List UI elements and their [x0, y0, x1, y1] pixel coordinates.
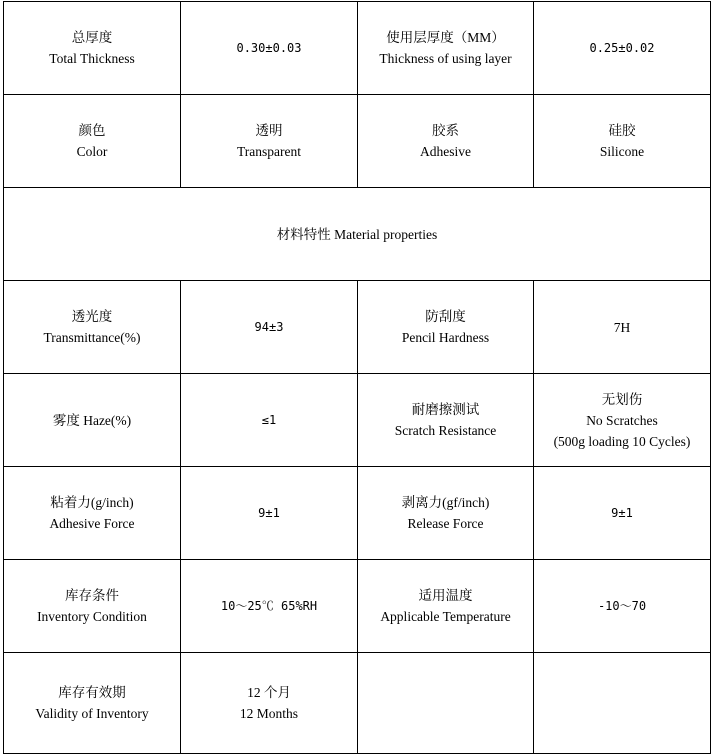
color-label: 颜色 Color: [4, 95, 181, 188]
material-properties-heading: 材料特性 Material properties: [4, 188, 711, 281]
scratch-resistance-value: 无划伤 No Scratches (500g loading 10 Cycles): [534, 374, 711, 467]
transmittance-label: 透光度 Transmittance(%): [4, 281, 181, 374]
release-force-value: 9±1: [534, 467, 711, 560]
haze-label: 雾度 Haze(%): [4, 374, 181, 467]
table-row: [4, 374, 711, 467]
applicable-temperature-label: 适用温度 Applicable Temperature: [358, 560, 534, 653]
color-value: 透明 Transparent: [181, 95, 358, 188]
inventory-validity-label: 库存有效期 Validity of Inventory: [4, 653, 181, 754]
material-spec-table: [3, 1, 711, 754]
table-row: [4, 2, 711, 95]
transmittance-value: 94±3: [181, 281, 358, 374]
table-row: [4, 467, 711, 560]
table-row: [4, 281, 711, 374]
haze-value: ≤1: [181, 374, 358, 467]
adhesive-value: 硅胶 Silicone: [534, 95, 711, 188]
pencil-hardness-label: 防刮度 Pencil Hardness: [358, 281, 534, 374]
scratch-resistance-label: 耐磨擦测试 Scratch Resistance: [358, 374, 534, 467]
section-header-row: [4, 188, 711, 281]
adhesive-label: 胶系 Adhesive: [358, 95, 534, 188]
total-thickness-value: 0.30±0.03: [181, 2, 358, 95]
table-row: [4, 653, 711, 754]
inventory-validity-value: 12 个月 12 Months: [181, 653, 358, 754]
using-layer-thickness-label: 使用层厚度（MM） Thickness of using layer: [358, 2, 534, 95]
adhesive-force-value: 9±1: [181, 467, 358, 560]
table-row: [4, 560, 711, 653]
pencil-hardness-value: 7H: [534, 281, 711, 374]
table-row: [4, 95, 711, 188]
total-thickness-label: 总厚度 Total Thickness: [4, 2, 181, 95]
empty-cell: [534, 653, 711, 754]
inventory-condition-value: 10～25℃ 65%RH: [181, 560, 358, 653]
release-force-label: 剥离力(gf/inch) Release Force: [358, 467, 534, 560]
applicable-temperature-value: -10～70: [534, 560, 711, 653]
adhesive-force-label: 粘着力(g/inch) Adhesive Force: [4, 467, 181, 560]
empty-cell: [358, 653, 534, 754]
using-layer-thickness-value: 0.25±0.02: [534, 2, 711, 95]
inventory-condition-label: 库存条件 Inventory Condition: [4, 560, 181, 653]
